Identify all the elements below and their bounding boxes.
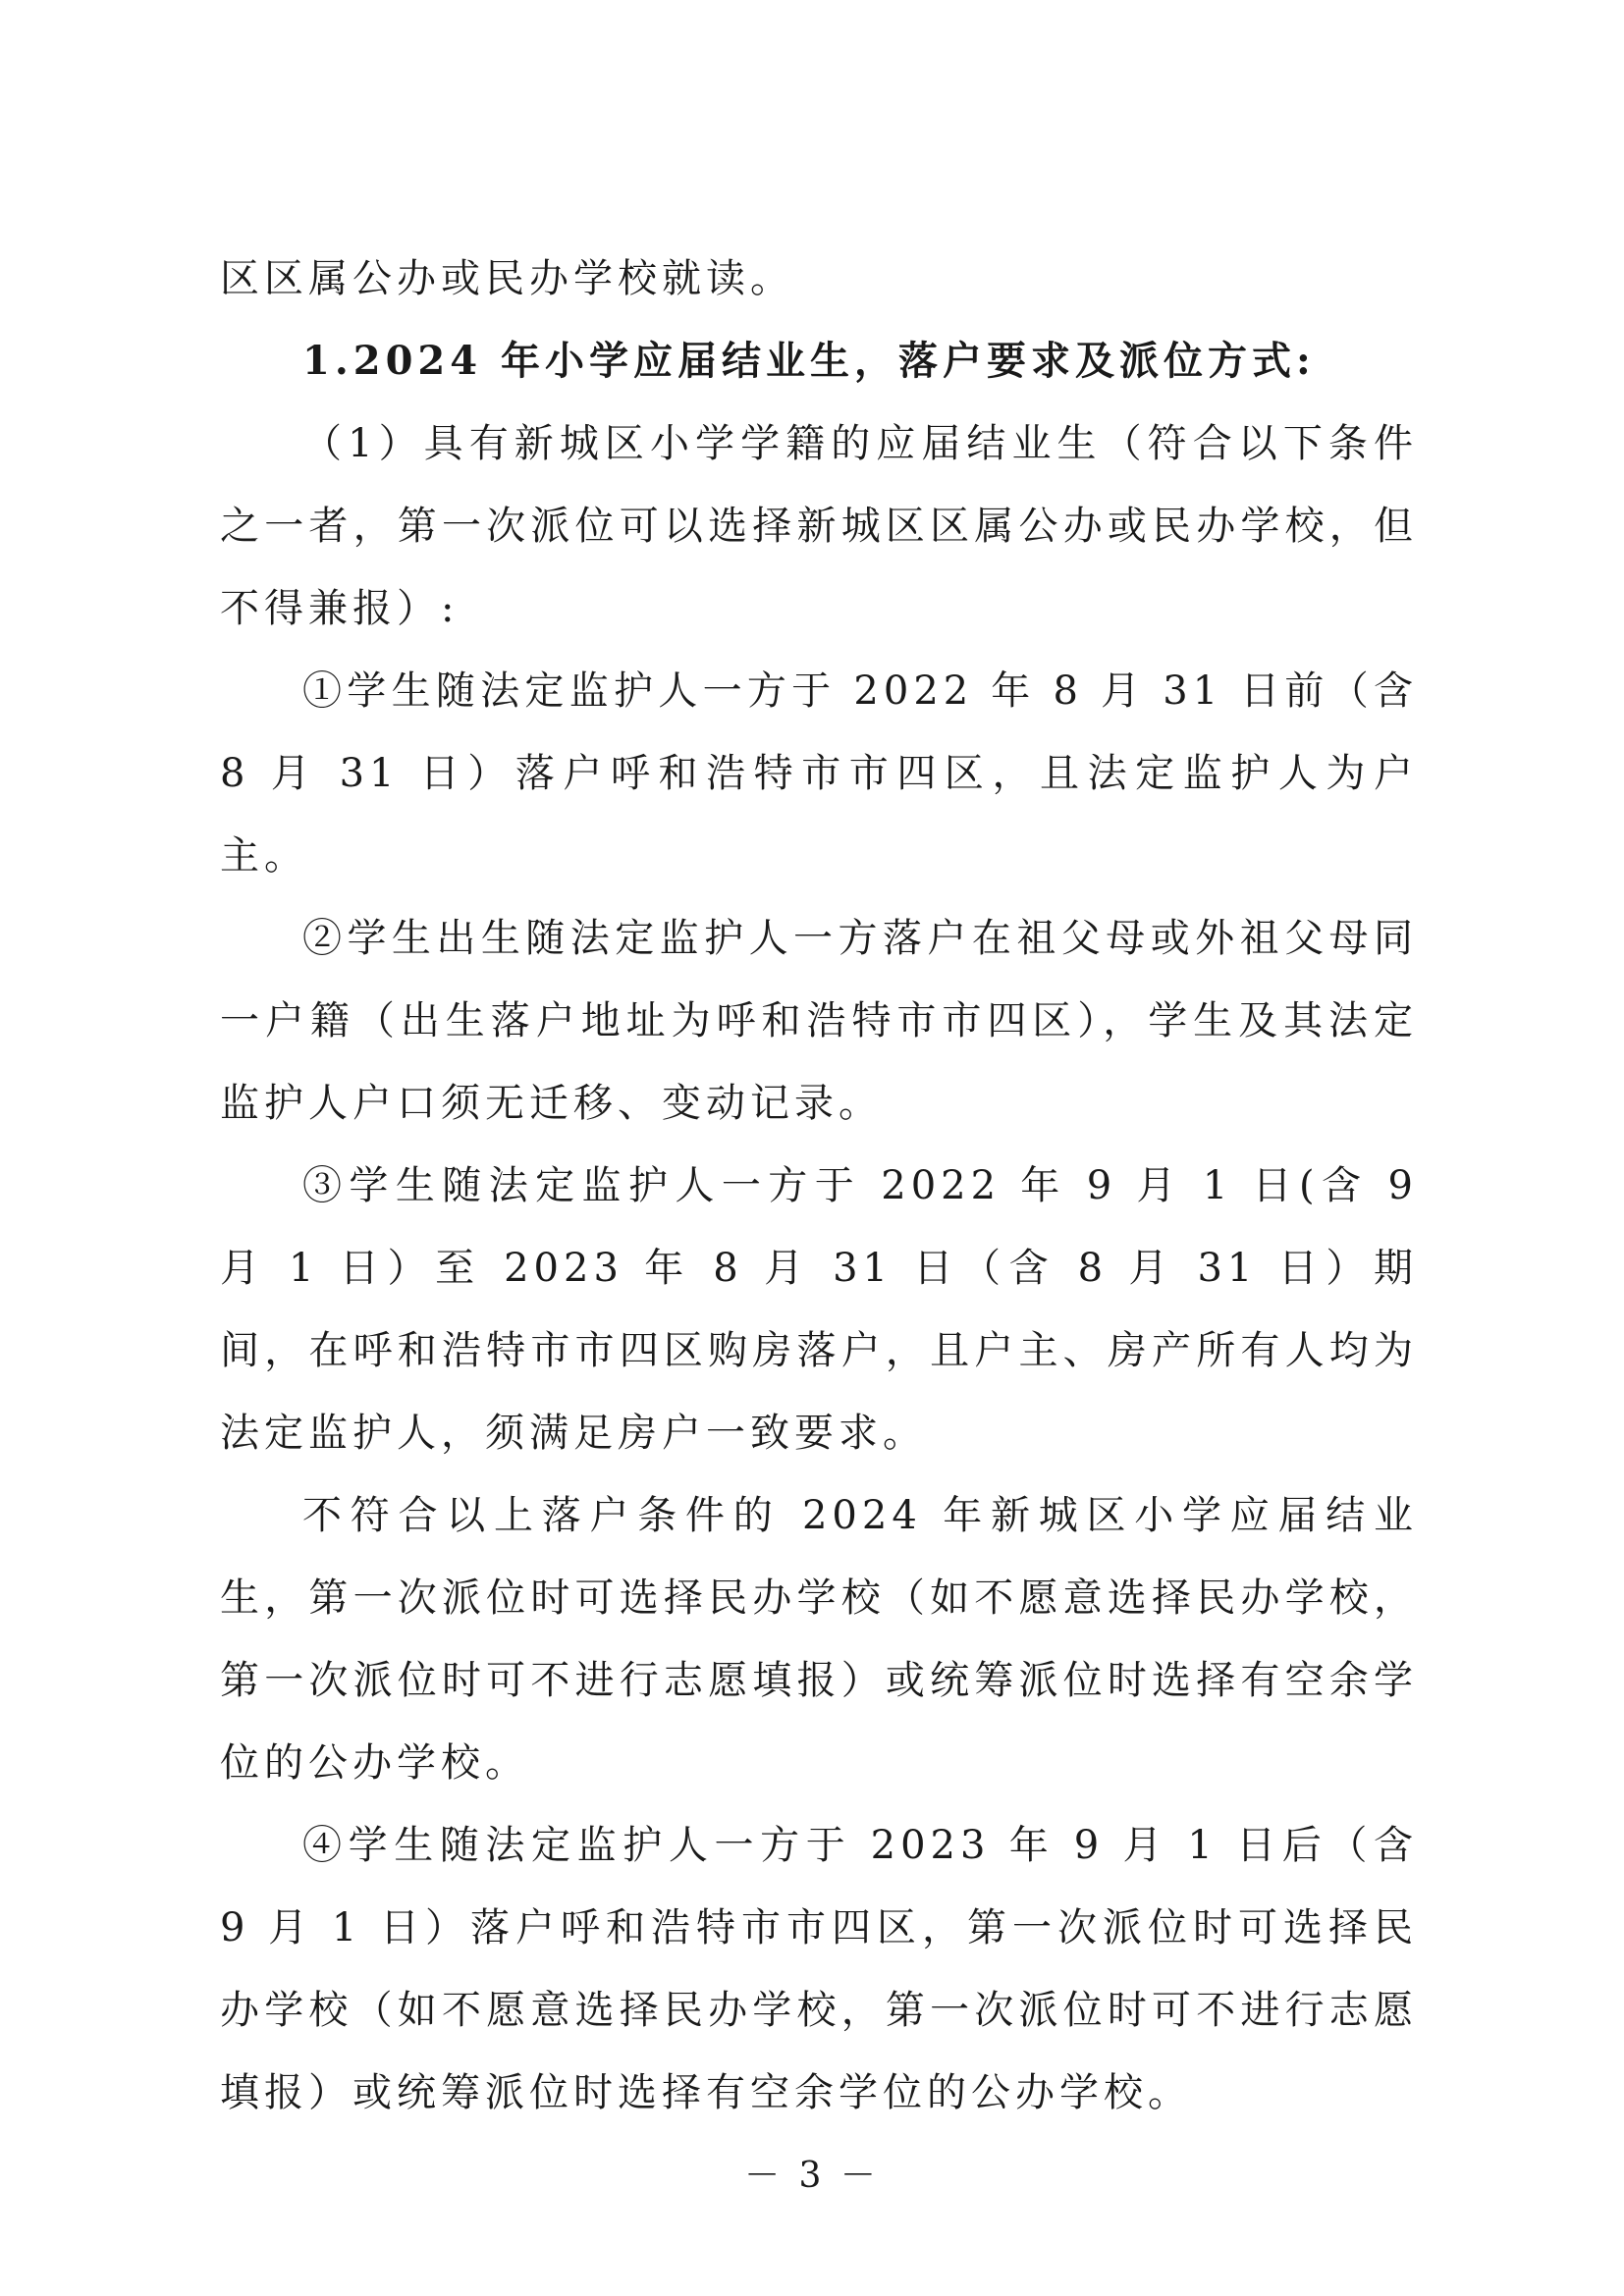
paragraph-condition-intro: （1）具有新城区小学学籍的应届结业生（符合以下条件之一者，第一次派位可以选择新城区区属公办或民办学校，但不得兼报）: (220, 421, 1418, 631)
document-body (220, 238, 1418, 2134)
paragraph-continuation: 区区属公办或民办学校就读。 (220, 256, 794, 301)
paragraph-condition-2: ②学生出生随法定监护人一方落户在祖父母或外祖父母同一户籍（出生落户地址为呼和浩特市市四区），学生及其法定监护人户口须无迁移、变动记录。 (220, 916, 1418, 1126)
paragraph-nonqualifying: 不符合以上落户条件的 2024 年新城区小学应届结业生，第一次派位时可选择民办学校（如不愿意选择民办学校，第一次派位时可不进行志愿填报）或统筹派位时选择有空余学位的公办学校。 (220, 1493, 1418, 1786)
paragraph-condition-1: ①学生随法定监护人一方于 2022 年 8 月 31 日前（含 8 月 31 日）落户呼和浩特市市四区，且法定监护人为户主。 (220, 668, 1418, 879)
section-heading: 1.2024 年小学应届结业生，落户要求及派位方式: (302, 338, 1316, 384)
paragraph-condition-4: ④学生随法定监护人一方于 2023 年 9 月 1 日后（含 9 月 1 日）落户呼和浩特市市四区，第一次派位时可选择民办学校（如不愿意选择民办学校，第一次派位时可不进行志愿填报）或统筹派位时选择有空余学位的公办学校。 (220, 1823, 1418, 2115)
paragraph-condition-3: ③学生随法定监护人一方于 2022 年 9 月 1 日(含 9 月 1 日）至 2023 年 8 月 31 日（含 8 月 31 日）期间，在呼和浩特市市四区购房落户，且户主、房产所有人均为法定监护人，须满足房户一致要求。 (220, 1163, 1418, 1456)
page-number: － 3 － (744, 2156, 880, 2196)
